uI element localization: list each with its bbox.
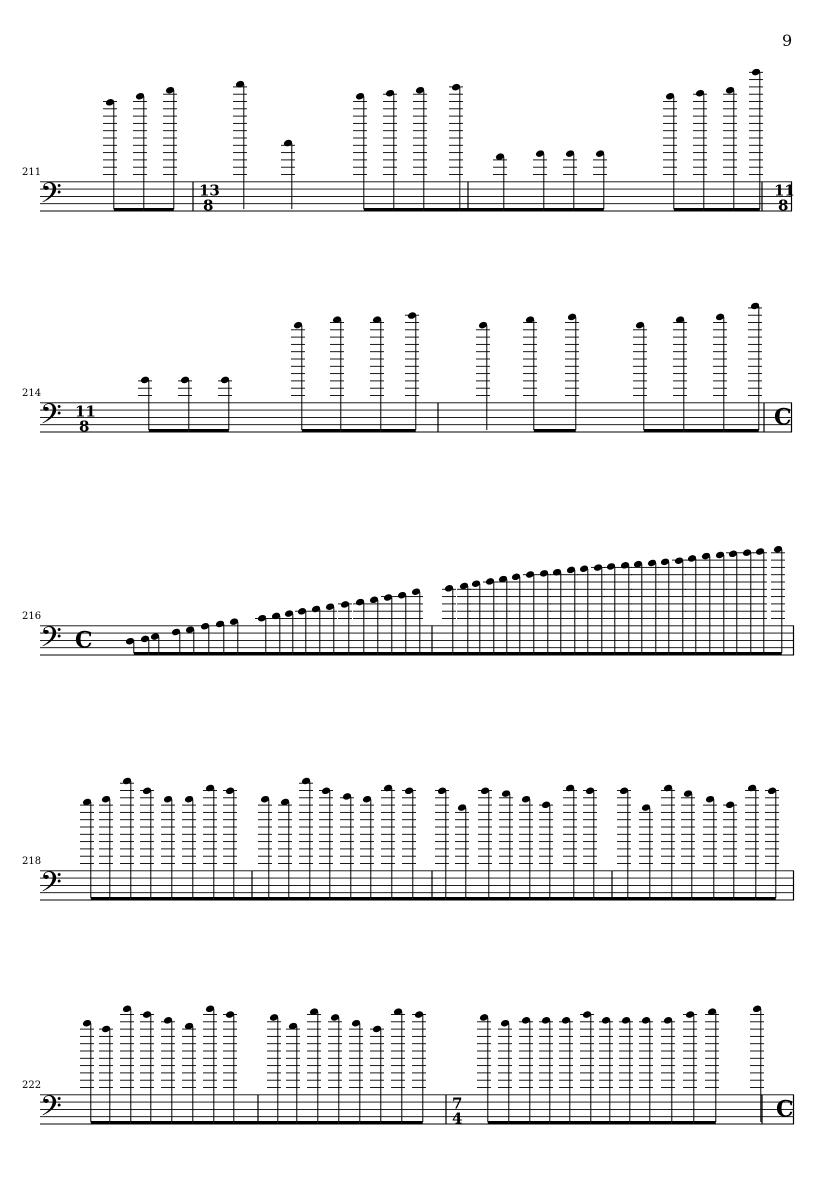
time-signature-numerator: 7 [452, 1094, 463, 1113]
measure-number: 222 [22, 1079, 42, 1091]
bass-clef-icon: 𝄢 [40, 398, 62, 439]
bass-clef-icon: 𝄢 [40, 177, 62, 218]
staff-system [22, 302, 792, 438]
time-signature-denominator: 8 [79, 417, 90, 436]
common-time-signature: C [75, 627, 93, 654]
time-signature-numerator: 13 [199, 181, 220, 200]
measure-number: 214 [22, 387, 42, 399]
measure-number: 211 [22, 166, 42, 178]
time-signature-denominator: 8 [203, 196, 214, 215]
time-signature-denominator: 8 [778, 196, 789, 215]
bass-clef-icon: 𝄢 [40, 866, 62, 907]
staff-system [22, 1004, 794, 1130]
staff-systems [22, 68, 795, 1130]
common-time-signature: C [774, 404, 792, 431]
bass-clef-icon: 𝄢 [40, 621, 62, 662]
page-number: 9 [782, 31, 793, 50]
staff-system [22, 545, 794, 661]
bass-clef-icon: 𝄢 [40, 1090, 62, 1131]
measure-number: 216 [22, 610, 42, 622]
common-time-signature: C [776, 1096, 794, 1123]
measure-number: 218 [22, 855, 42, 867]
staff-system [22, 68, 795, 217]
staff-system [22, 777, 794, 906]
time-signature-denominator: 4 [452, 1109, 463, 1128]
time-signature-numerator: 11 [75, 402, 96, 421]
time-signature-numerator: 11 [774, 181, 795, 200]
